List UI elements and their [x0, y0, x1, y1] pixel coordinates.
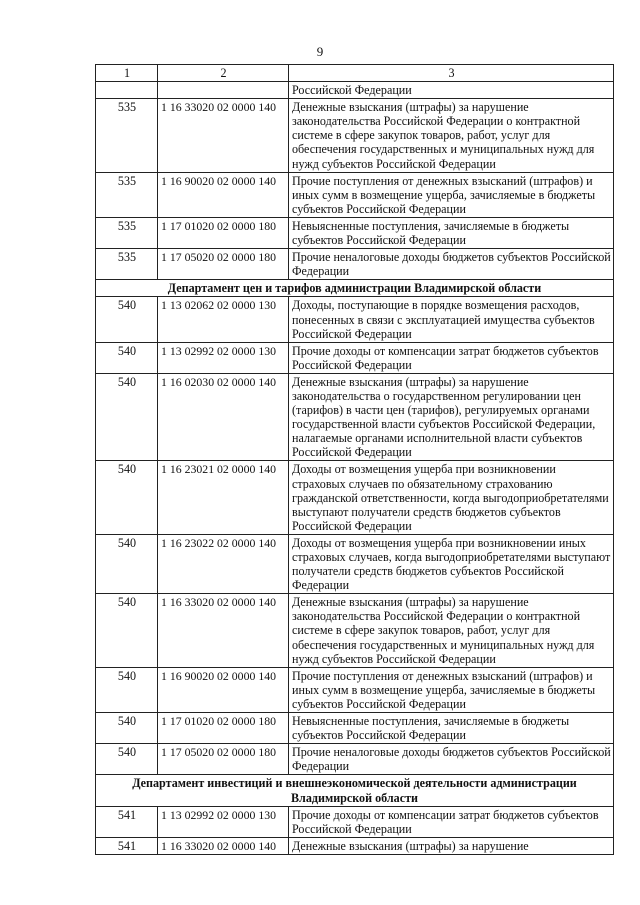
table-row [96, 99, 614, 172]
header-cell-1: 1 [96, 65, 158, 82]
description-cell: Прочие неналоговые доходы бюджетов субъектов Российской Федерации [289, 249, 614, 280]
description-cell: Прочие доходы от компенсации затрат бюджетов субъектов Российской Федерации [289, 806, 614, 837]
header-cell-3: 3 [289, 65, 614, 82]
description-cell: Прочие поступления от денежных взысканий (штрафов) и иных сумм в возмещение ущерба, зачисляемые в бюджеты субъектов Российской Федерации [289, 667, 614, 712]
description-cell: Денежные взыскания (штрафы) за нарушение законодательства Российской Федерации о контрактной системе в сфере закупок товаров, работ, услуг для обеспечения государственных и муниципальных нужд для нужд субъектов Российской Федерации [289, 99, 614, 172]
table-row [96, 297, 614, 342]
table-row [96, 594, 614, 667]
revenue-code-cell: 1 13 02062 02 0000 130 [158, 297, 289, 342]
table-row [96, 713, 614, 744]
revenue-code-cell: 1 17 01020 02 0000 180 [158, 217, 289, 248]
table-row [96, 373, 614, 461]
table-body [96, 65, 614, 855]
admin-code-cell: 541 [96, 806, 158, 837]
continuation-row [96, 82, 614, 99]
revenue-codes-table [95, 64, 614, 855]
revenue-code-cell: 1 16 23021 02 0000 140 [158, 461, 289, 534]
revenue-code-cell: 1 16 90020 02 0000 140 [158, 172, 289, 217]
revenue-code-cell [158, 82, 289, 99]
description-cell: Денежные взыскания (штрафы) за нарушение [289, 837, 614, 854]
revenue-code-cell: 1 16 90020 02 0000 140 [158, 667, 289, 712]
description-cell: Прочие поступления от денежных взысканий (штрафов) и иных сумм в возмещение ущерба, зачисляемые в бюджеты субъектов Российской Федерации [289, 172, 614, 217]
table-row [96, 172, 614, 217]
admin-code-cell: 540 [96, 713, 158, 744]
table-row [96, 806, 614, 837]
section-heading-row [96, 280, 614, 297]
description-cell: Российской Федерации [289, 82, 614, 99]
admin-code-cell: 540 [96, 461, 158, 534]
section-title: Департамент цен и тарифов администрации Владимирской области [96, 280, 614, 297]
header-cell-2: 2 [158, 65, 289, 82]
admin-code-cell: 540 [96, 667, 158, 712]
table-header-row [96, 65, 614, 82]
admin-code-cell: 540 [96, 534, 158, 593]
table-row [96, 342, 614, 373]
admin-code-cell: 540 [96, 373, 158, 461]
table-row [96, 249, 614, 280]
admin-code-cell: 535 [96, 172, 158, 217]
admin-code-cell: 540 [96, 744, 158, 775]
description-cell: Прочие доходы от компенсации затрат бюджетов субъектов Российской Федерации [289, 342, 614, 373]
revenue-code-cell: 1 16 33020 02 0000 140 [158, 99, 289, 172]
admin-code-cell: 540 [96, 594, 158, 667]
admin-code-cell: 535 [96, 217, 158, 248]
revenue-code-cell: 1 16 33020 02 0000 140 [158, 594, 289, 667]
description-cell: Доходы, поступающие в порядке возмещения расходов, понесенных в связи с эксплуатацией имущества субъектов Российской Федерации [289, 297, 614, 342]
admin-code-cell: 535 [96, 249, 158, 280]
revenue-code-cell: 1 16 23022 02 0000 140 [158, 534, 289, 593]
section-title: Департамент инвестиций и внешнеэкономической деятельности администрации Владимирской области [96, 775, 614, 806]
table-row [96, 217, 614, 248]
table-row [96, 534, 614, 593]
section-heading-row [96, 775, 614, 806]
revenue-code-cell: 1 13 02992 02 0000 130 [158, 806, 289, 837]
revenue-code-cell: 1 17 01020 02 0000 180 [158, 713, 289, 744]
admin-code-cell: 541 [96, 837, 158, 854]
page-number: 9 [316, 44, 324, 59]
description-cell: Невыясненные поступления, зачисляемые в бюджеты субъектов Российской Федерации [289, 217, 614, 248]
admin-code-cell [96, 82, 158, 99]
revenue-code-cell: 1 17 05020 02 0000 180 [158, 744, 289, 775]
revenue-code-cell: 1 17 05020 02 0000 180 [158, 249, 289, 280]
table-row [96, 744, 614, 775]
description-cell: Доходы от возмещения ущерба при возникновении иных страховых случаев, когда выгодоприобретателями выступают получатели средств бюджетов субъектов Российской Федерации [289, 534, 614, 593]
table-row [96, 667, 614, 712]
revenue-code-cell: 1 13 02992 02 0000 130 [158, 342, 289, 373]
revenue-code-cell: 1 16 33020 02 0000 140 [158, 837, 289, 854]
description-cell: Денежные взыскания (штрафы) за нарушение законодательства о государственном регулировании цен (тарифов) в части цен (тарифов), регулируемых органами государственной власти субъектов Российской Федерации, налагаемые органами исполнительной власти субъектов Российской Федерации [289, 373, 614, 461]
description-cell: Прочие неналоговые доходы бюджетов субъектов Российской Федерации [289, 744, 614, 775]
table-row [96, 837, 614, 854]
revenue-code-cell: 1 16 02030 02 0000 140 [158, 373, 289, 461]
admin-code-cell: 535 [96, 99, 158, 172]
description-cell: Невыясненные поступления, зачисляемые в бюджеты субъектов Российской Федерации [289, 713, 614, 744]
admin-code-cell: 540 [96, 297, 158, 342]
description-cell: Доходы от возмещения ущерба при возникновении страховых случаев по обязательному страхованию гражданской ответственности, когда выгодоприобретателями выступают получатели средств бюджетов субъектов Российской Федерации [289, 461, 614, 534]
table-row [96, 461, 614, 534]
admin-code-cell: 540 [96, 342, 158, 373]
description-cell: Денежные взыскания (штрафы) за нарушение законодательства Российской Федерации о контрактной системе в сфере закупок товаров, работ, услуг для обеспечения государственных и муниципальных нужд для нужд субъектов Российской Федерации [289, 594, 614, 667]
